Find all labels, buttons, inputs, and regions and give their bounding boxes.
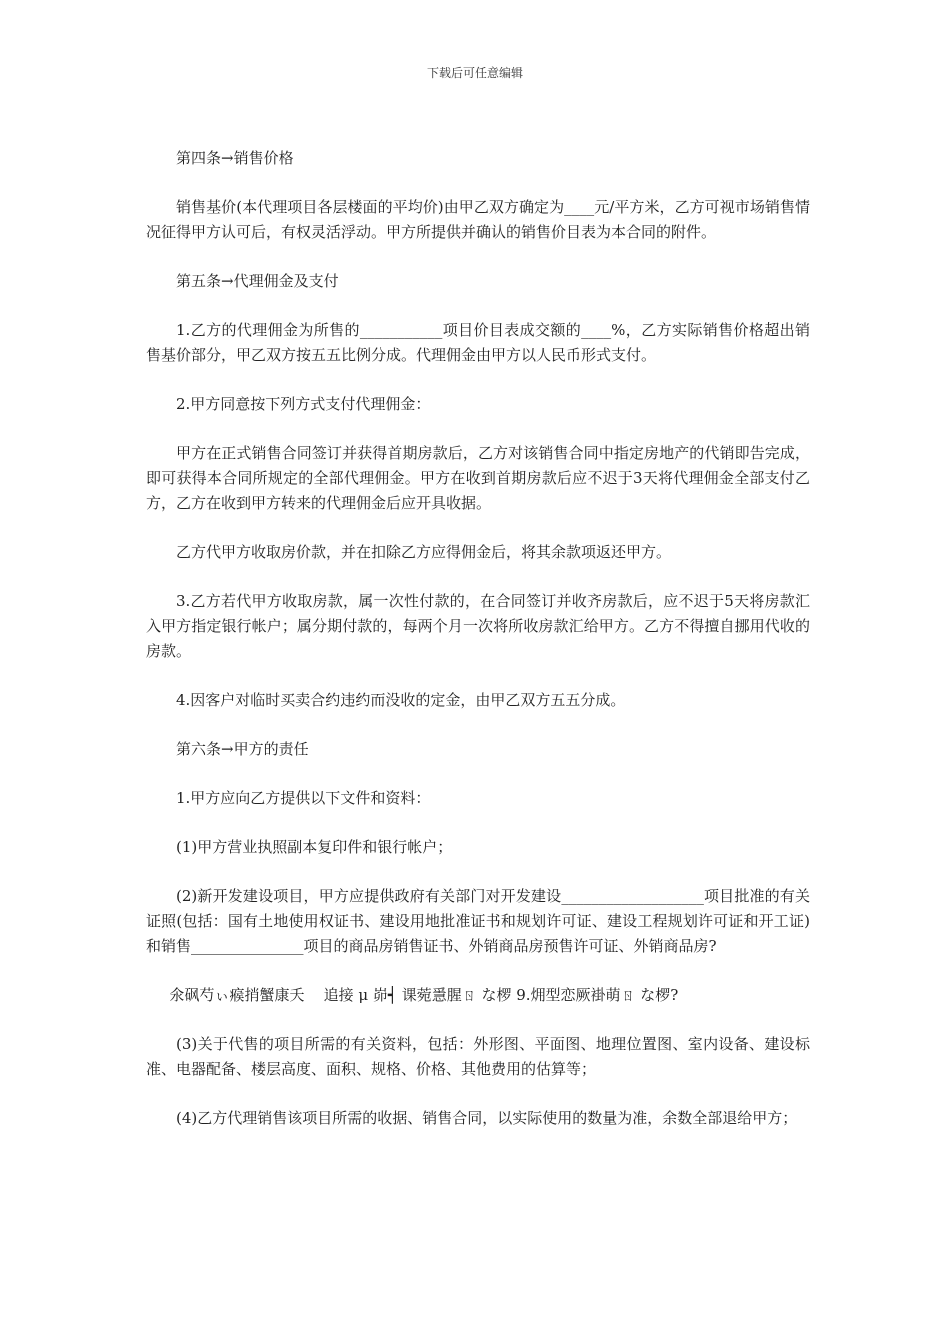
commission-clause-2: 2.甲方同意按下列方式支付代理佣金： — [176, 395, 431, 413]
document-item-3: (3)关于代售的项目所需的有关资料，包括：外形图、平面图、地理位置图、室内设备、建设标准、电器配备、楼层高度、面积、规格、价格、其他费用的估算等； — [146, 1035, 810, 1078]
sales-price-paragraph: 销售基价(本代理项目各层楼面的平均价)由甲乙双方确定为____元/平方米，乙方可视市场销售情况征得甲方认可后，有权灵活浮动。甲方所提供并确认的销售价目表为本合同的附件。 — [146, 198, 810, 241]
document-body — [146, 146, 810, 1155]
commission-clause-1: 1.乙方的代理佣金为所售的___________项目价目表成交额的____%，乙方实际销售价格超出销售基价部分，甲乙双方按五五比例分成。代理佣金由甲方以人民币形式支付。 — [146, 321, 810, 364]
payment-terms-paragraph: 甲方在正式销售合同签订并获得首期房款后，乙方对该销售合同中指定房地产的代销即告完成，即可获得本合同所规定的全部代理佣金。甲方在收到首期房款后应不迟于3天将代理佣金全部支付乙方，乙方在收到甲方转来的代理佣金后应开具收据。 — [146, 444, 810, 512]
garbled-text-line: 氽砜芍ぃ瘊捎蟹康夭 追接 μ 峁┥ 课菀㥯腥ㄖ な椤 9.㶲型恋厥褂萌ㄖ な椤? — [160, 986, 679, 1004]
article-6-heading: 第六条→甲方的责任 — [176, 740, 309, 758]
commission-clause-4: 4.因客户对临时买卖合约违约而没收的定金，由甲乙双方五五分成。 — [176, 691, 626, 709]
page-header: 下载后可任意编辑 — [426, 66, 523, 80]
commission-clause-3: 3.乙方若代甲方收取房款，属一次性付款的，在合同签订并收齐房款后，应不迟于5天将房款汇入甲方指定银行帐户；属分期付款的，每两个月一次将所收房款汇给甲方。乙方不得擅自挪用代收的房款。 — [146, 592, 810, 660]
document-item-2: (2)新开发建设项目，甲方应提供政府有关部门对开发建设___________________项目批准的有关证照(包括：国有土地使用权证书、建设用地批准证书和规划许可证、建设工程规划许可证和开工证)和销售_______________项目的商品房销售证书、外销商品房预售许可证、外销商品房? — [146, 887, 810, 955]
article-4-heading: 第四条→销售价格 — [176, 149, 294, 167]
article-5-heading: 第五条→代理佣金及支付 — [176, 272, 339, 290]
document-item-4: (4)乙方代理销售该项目所需的收据、销售合同，以实际使用的数量为准，余数全部退给甲方； — [176, 1109, 798, 1127]
document-item-1: (1)甲方营业执照副本复印件和银行帐户； — [176, 838, 453, 856]
party-a-duty-1: 1.甲方应向乙方提供以下文件和资料： — [176, 789, 431, 807]
price-collection-paragraph: 乙方代甲方收取房价款，并在扣除乙方应得佣金后，将其余款项返还甲方。 — [176, 543, 672, 561]
